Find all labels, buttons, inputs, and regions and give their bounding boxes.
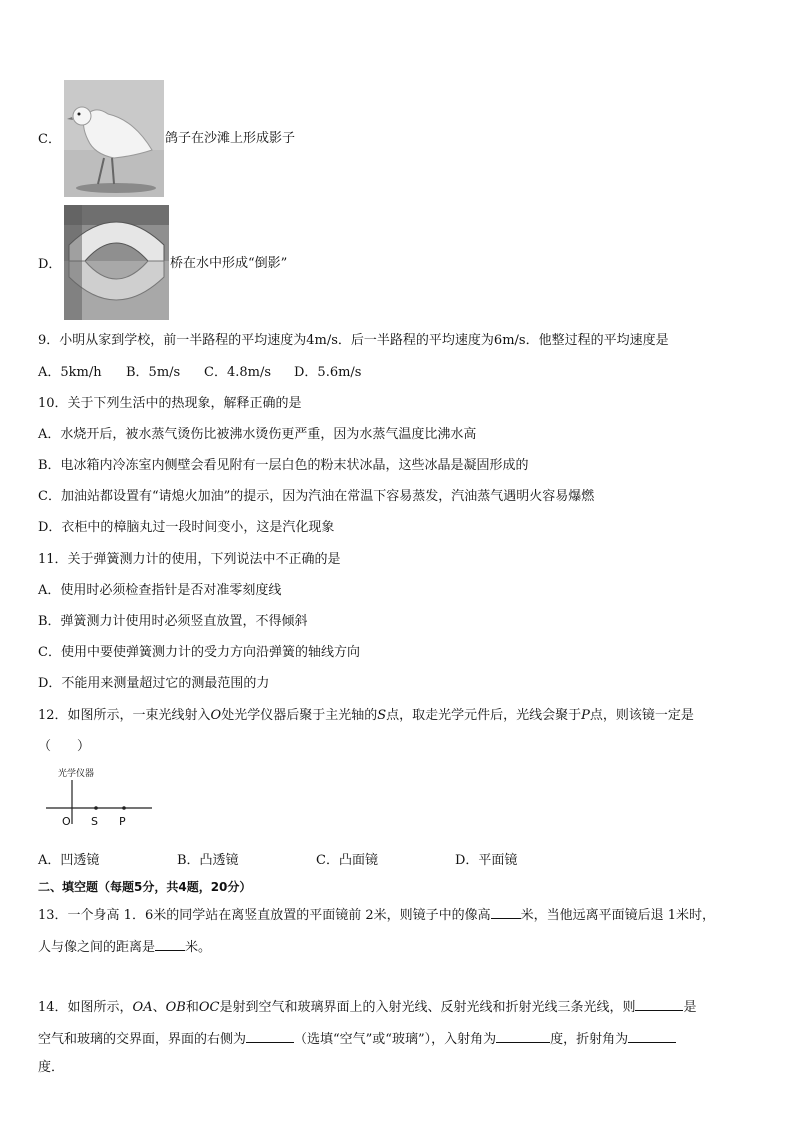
text: 和: [185, 1000, 199, 1015]
ray-oa: OA: [132, 1000, 153, 1015]
answer-blank: [246, 1028, 294, 1043]
label-p: P: [119, 815, 126, 828]
question-9-stem: 9．小明从家到学校，前一半路程的平均速度为4m/s．后一半路程的平均速度为6m/s．他整过程的平均速度是: [38, 333, 669, 348]
option-d-label: D．: [38, 257, 62, 272]
stem-text: 处光学仪器后聚于主光轴的: [221, 708, 378, 723]
point-p: P: [581, 708, 590, 723]
question-10-option-b: B．电冰箱内冷冻室内侧壁会看见附有一层白色的粉末状冰晶，这些冰晶是凝固形成的: [38, 458, 529, 473]
option: B．5m/s: [126, 365, 181, 380]
ray-oc: OC: [198, 1000, 220, 1015]
question-9-options: [38, 364, 361, 382]
text: 米。: [185, 940, 212, 955]
stem-text: 12．如图所示，一束光线射入: [38, 708, 211, 723]
point-s-dot: [94, 806, 98, 810]
question-14-line2: [38, 1028, 676, 1049]
option: D．5.6m/s: [294, 365, 362, 380]
label-o: O: [62, 815, 71, 828]
text: 人与像之间的距离是: [38, 940, 156, 955]
question-12-stem: [38, 707, 694, 725]
label-s: S: [91, 815, 98, 828]
section-2-title: 二、填空题（每题5分，共4题，20分）: [38, 880, 252, 894]
option-c-caption: 鸽子在沙滩上形成影子: [165, 131, 296, 146]
question-13-line1: [38, 904, 715, 925]
option-c-label: C．: [38, 132, 61, 147]
question-12-options: [38, 852, 517, 870]
text: 是: [683, 1000, 697, 1015]
question-11-option-d: D．不能用来测量超过它的测最范围的力: [38, 676, 270, 691]
option: C．4.8m/s: [204, 365, 271, 380]
point-s: S: [377, 708, 387, 723]
point-o: O: [210, 708, 222, 723]
question-11-option-c: C．使用中要使弹簧测力计的受力方向沿弹簧的轴线方向: [38, 645, 360, 660]
text: （选填“空气”或“玻璃”），入射角为: [294, 1032, 497, 1047]
question-13-line2: [38, 936, 211, 957]
stem-text: 点，取走光学元件后，光线会聚于: [386, 708, 582, 723]
option-d-caption: 桥在水中形成“倒影”: [170, 256, 288, 271]
question-10-option-a: A．水烧开后，被水蒸气烫伤比被沸水烫伤更严重，因为水蒸气温度比沸水高: [38, 427, 477, 442]
text: 是射到空气和玻璃界面上的入射光线、反射光线和折射光线三条光线，则: [219, 1000, 636, 1015]
dove-shadow-image: [64, 80, 164, 197]
option: D．平面镜: [455, 853, 518, 868]
question-10-option-c: C．加油站都设置有“请熄火加油”的提示，因为汽油在常温下容易蒸发，汽油蒸气遇明火容易爆燃: [38, 489, 595, 504]
point-p-dot: [122, 806, 126, 810]
option: B．凸透镜: [177, 853, 239, 868]
bridge-reflection-image: [64, 205, 169, 320]
stem-text: 点，则该镜一定是: [589, 708, 694, 723]
ray-ob: OB: [165, 1000, 186, 1015]
instrument-label: 光学仪器: [58, 769, 95, 779]
answer-blank: [635, 996, 683, 1011]
option: A．凹透镜: [38, 853, 100, 868]
question-10-option-d: D．衣柜中的樟脑丸过一段时间变小，这是汽化现象: [38, 520, 335, 535]
question-14-line3: 度．: [38, 1060, 65, 1075]
answer-blank: [491, 904, 521, 919]
question-11-option-a: A．使用时必须检查指针是否对准零刻度线: [38, 583, 282, 598]
text: 米，当他远离平面镜后退 1米时，: [520, 908, 716, 923]
text: 13．一个身高 1．6米的同学站在离竖直放置的平面镜前 2米，则镜子中的像高: [38, 908, 491, 923]
option: A．5km/h: [38, 365, 102, 380]
optics-figure: [44, 766, 154, 832]
answer-blank: [155, 936, 185, 951]
text: 、: [152, 1000, 166, 1015]
answer-blank: [496, 1028, 550, 1043]
question-11-stem: 11．关于弹簧测力计的使用，下列说法中不正确的是: [38, 552, 341, 567]
text: 空气和玻璃的交界面，界面的右侧为: [38, 1032, 247, 1047]
text: 14．如图所示，: [38, 1000, 133, 1015]
text: 度，折射角为: [550, 1032, 629, 1047]
question-10-stem: 10．关于下列生活中的热现象，解释正确的是: [38, 396, 302, 411]
option: C．凸面镜: [316, 853, 378, 868]
answer-blank: [628, 1028, 676, 1043]
question-14-line1: [38, 996, 696, 1017]
question-11-option-b: B．弹簧测力计使用时必须竖直放置，不得倾斜: [38, 614, 308, 629]
question-12-paren: （ ）: [38, 739, 91, 754]
